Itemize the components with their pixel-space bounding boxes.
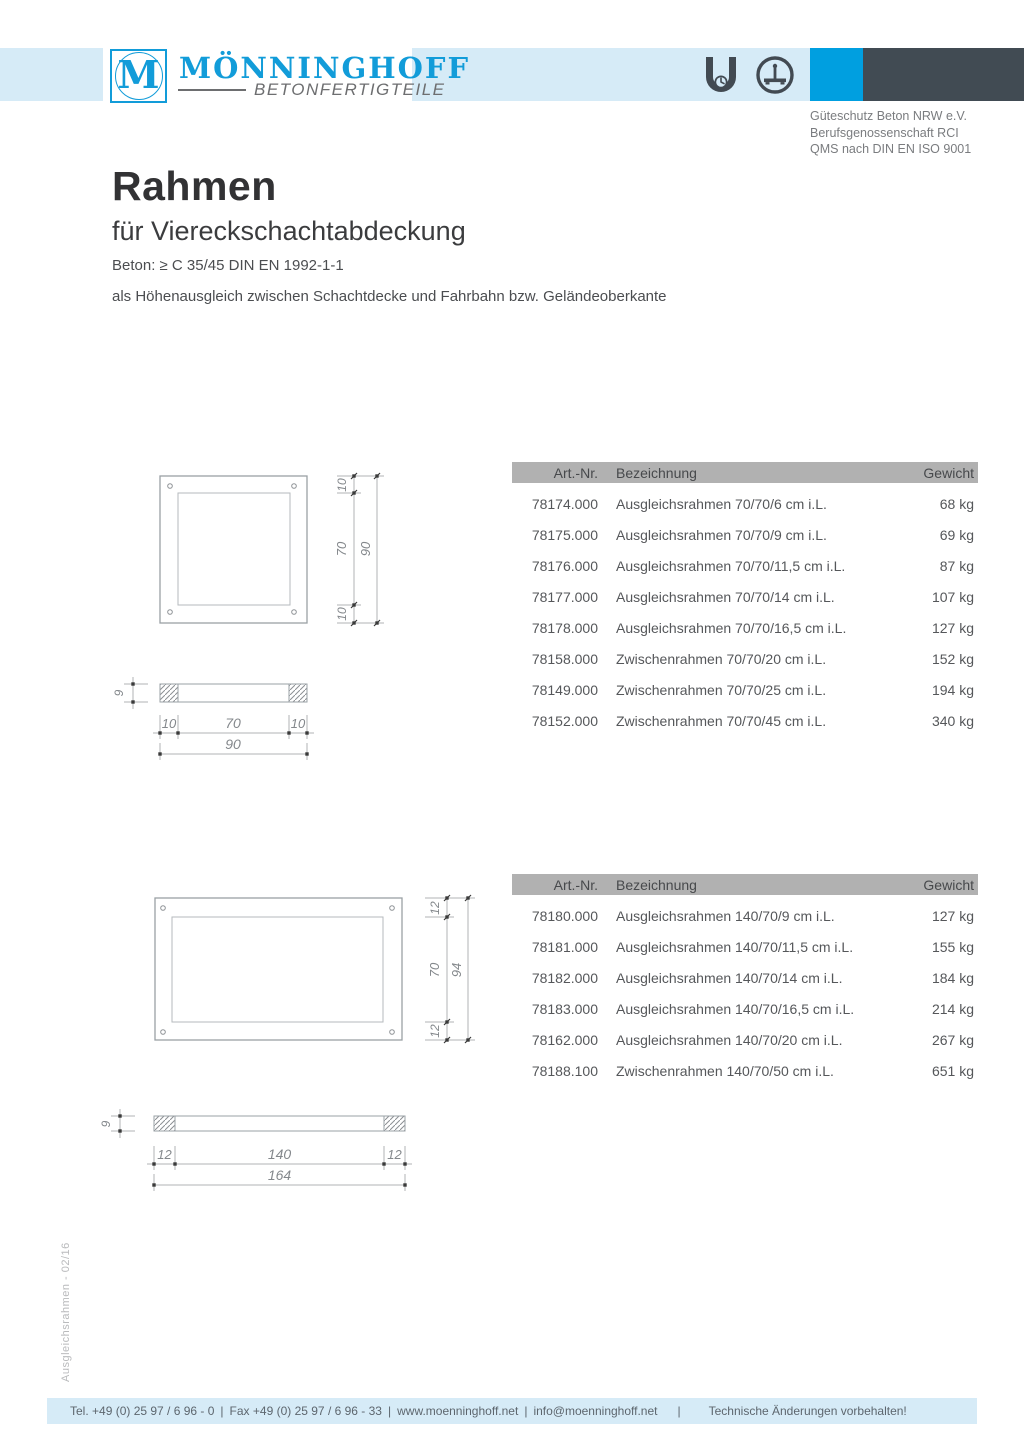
footer-phone: Tel. +49 (0) 25 97 / 6 96 - 0	[70, 1404, 215, 1418]
table-row	[512, 962, 978, 993]
cell-gewicht: 155 kg	[931, 938, 974, 955]
cell-bezeichnung: Zwischenrahmen 70/70/25 cm i.L.	[616, 681, 827, 698]
cell-artnr: 78183.000	[531, 1000, 598, 1017]
svg-text:70: 70	[225, 715, 241, 731]
brand-tagline: BETONFERTIGTEILE	[254, 80, 446, 99]
logo-monogram: M	[117, 52, 160, 97]
table-header-row	[512, 462, 978, 483]
cell-artnr: 78158.000	[531, 650, 598, 667]
svg-text:10: 10	[335, 607, 349, 621]
berufsgenossenschaft-icon	[755, 55, 795, 95]
footer-separator: |	[220, 1404, 224, 1418]
column-header-gewicht: Gewicht	[923, 876, 974, 893]
footer-separator: |	[387, 1404, 392, 1418]
cell-gewicht: 68 kg	[939, 495, 974, 512]
certification-line: Berufsgenossenschaft RCI	[810, 125, 959, 140]
cell-artnr: 78175.000	[531, 526, 598, 543]
cell-bezeichnung: Ausgleichsrahmen 140/70/14 cm i.L.	[616, 969, 843, 986]
column-header-bezeichnung: Bezeichnung	[616, 876, 697, 893]
page-title: Rahmen	[112, 163, 277, 209]
footer-email-link[interactable]: info@moenninghoff.net	[533, 1404, 658, 1418]
table-row	[512, 612, 978, 643]
cell-gewicht: 87 kg	[939, 557, 974, 574]
table-row	[512, 643, 978, 674]
cell-gewicht: 127 kg	[931, 907, 974, 924]
svg-text:90: 90	[225, 736, 241, 752]
svg-text:70: 70	[334, 541, 349, 557]
footer-website-link[interactable]: www.moenninghoff.net	[397, 1404, 519, 1418]
svg-text:10: 10	[335, 478, 349, 492]
page-subtitle: für Viereckschachtabdeckung	[112, 216, 466, 246]
cell-gewicht: 651 kg	[931, 1062, 974, 1079]
footer-disclaimer: Technische Änderungen vorbehalten!	[708, 1404, 907, 1418]
column-header-bezeichnung: Bezeichnung	[616, 464, 697, 481]
cell-artnr: 78176.000	[531, 557, 598, 574]
table-header-row	[512, 874, 978, 895]
table-row	[512, 1055, 978, 1086]
svg-text:10: 10	[161, 716, 177, 731]
cell-gewicht: 127 kg	[931, 619, 974, 636]
cell-artnr: 78149.000	[531, 681, 598, 698]
cell-bezeichnung: Zwischenrahmen 70/70/20 cm i.L.	[616, 650, 827, 667]
table-body	[512, 488, 978, 736]
cell-artnr: 78174.000	[531, 495, 598, 512]
plan-drawing-140x70	[125, 880, 485, 1055]
cell-artnr: 78180.000	[531, 907, 598, 924]
company-logo	[110, 49, 167, 103]
header-dark-block	[863, 48, 1024, 101]
document-version-note: Ausgleichsrahmen - 02/16	[60, 1242, 72, 1382]
section-drawing-140x70	[95, 1095, 425, 1195]
table-row	[512, 550, 978, 581]
svg-text:12: 12	[428, 901, 442, 915]
cell-artnr: 78178.000	[531, 619, 598, 636]
cell-artnr: 78162.000	[531, 1031, 598, 1048]
cell-bezeichnung: Zwischenrahmen 140/70/50 cm i.L.	[616, 1062, 834, 1079]
product-table-140x70	[512, 874, 978, 1086]
cell-gewicht: 214 kg	[931, 1000, 974, 1017]
footer-separator: |	[524, 1404, 528, 1418]
cell-gewicht: 107 kg	[931, 588, 974, 605]
cell-artnr: 78188.100	[531, 1062, 598, 1079]
cell-bezeichnung: Ausgleichsrahmen 70/70/6 cm i.L.	[616, 495, 827, 512]
cell-gewicht: 340 kg	[931, 712, 974, 729]
svg-text:9: 9	[99, 1120, 113, 1128]
table-row	[512, 581, 978, 612]
cell-bezeichnung: Ausgleichsrahmen 140/70/20 cm i.L.	[616, 1031, 843, 1048]
cell-artnr: 78177.000	[531, 588, 598, 605]
certification-text	[810, 108, 971, 158]
table-row	[512, 674, 978, 705]
column-header-gewicht: Gewicht	[923, 464, 974, 481]
svg-text:90: 90	[358, 541, 373, 557]
column-header-artnr: Art.-Nr.	[553, 464, 598, 481]
cell-gewicht: 194 kg	[931, 681, 974, 698]
table-row	[512, 900, 978, 931]
product-table-70x70	[512, 462, 978, 736]
cell-artnr: 78152.000	[531, 712, 598, 729]
cell-bezeichnung: Ausgleichsrahmen 70/70/9 cm i.L.	[616, 526, 827, 543]
cell-gewicht: 152 kg	[931, 650, 974, 667]
cell-gewicht: 69 kg	[939, 526, 974, 543]
cell-bezeichnung: Ausgleichsrahmen 70/70/16,5 cm i.L.	[616, 619, 847, 636]
brand-name: MÖNNINGHOFF	[179, 51, 471, 85]
plan-drawing-70x70	[130, 460, 400, 640]
cell-bezeichnung: Ausgleichsrahmen 140/70/16,5 cm i.L.	[616, 1000, 855, 1017]
svg-text:140: 140	[267, 1146, 292, 1162]
footer-separator: |	[677, 1404, 681, 1418]
svg-text:70: 70	[427, 962, 442, 978]
section-drawing-70x70	[110, 665, 340, 765]
cell-bezeichnung: Ausgleichsrahmen 70/70/11,5 cm i.L.	[616, 557, 846, 574]
svg-text:12: 12	[428, 1024, 442, 1038]
cell-bezeichnung: Ausgleichsrahmen 140/70/11,5 cm i.L.	[616, 938, 854, 955]
brand-tagline-row	[178, 80, 446, 100]
table-row	[512, 1024, 978, 1055]
concrete-spec: Beton: ≥ C 35/45 DIN EN 1992-1-1	[112, 257, 344, 274]
cell-gewicht: 184 kg	[931, 969, 974, 986]
table-row	[512, 993, 978, 1024]
svg-text:164: 164	[267, 1167, 292, 1183]
footer-fax: Fax +49 (0) 25 97 / 6 96 - 33	[229, 1404, 382, 1418]
header-accent-block	[810, 48, 863, 101]
table-row	[512, 931, 978, 962]
svg-text:94: 94	[449, 962, 464, 978]
gueteschutz-beton-icon	[703, 55, 739, 95]
cell-bezeichnung: Ausgleichsrahmen 140/70/9 cm i.L.	[616, 907, 835, 924]
table-row	[512, 488, 978, 519]
svg-text:10: 10	[290, 716, 306, 731]
table-row	[512, 705, 978, 736]
cell-artnr: 78181.000	[531, 938, 598, 955]
tagline-rule	[178, 89, 246, 91]
column-header-artnr: Art.-Nr.	[553, 876, 598, 893]
product-description: als Höhenausgleich zwischen Schachtdecke und Fahrbahn bzw. Geländeoberkante	[112, 288, 667, 305]
svg-text:12: 12	[157, 1147, 172, 1162]
cell-artnr: 78182.000	[531, 969, 598, 986]
svg-text:12: 12	[387, 1147, 402, 1162]
table-row	[512, 519, 978, 550]
cell-bezeichnung: Ausgleichsrahmen 70/70/14 cm i.L.	[616, 588, 835, 605]
cell-gewicht: 267 kg	[931, 1031, 974, 1048]
svg-text:9: 9	[112, 689, 126, 697]
footer-bar	[47, 1398, 977, 1424]
table-body	[512, 900, 978, 1086]
certification-line: Güteschutz Beton NRW e.V.	[810, 109, 968, 123]
cell-bezeichnung: Zwischenrahmen 70/70/45 cm i.L.	[616, 712, 827, 729]
certification-line: QMS nach DIN EN ISO 9001	[810, 142, 972, 156]
